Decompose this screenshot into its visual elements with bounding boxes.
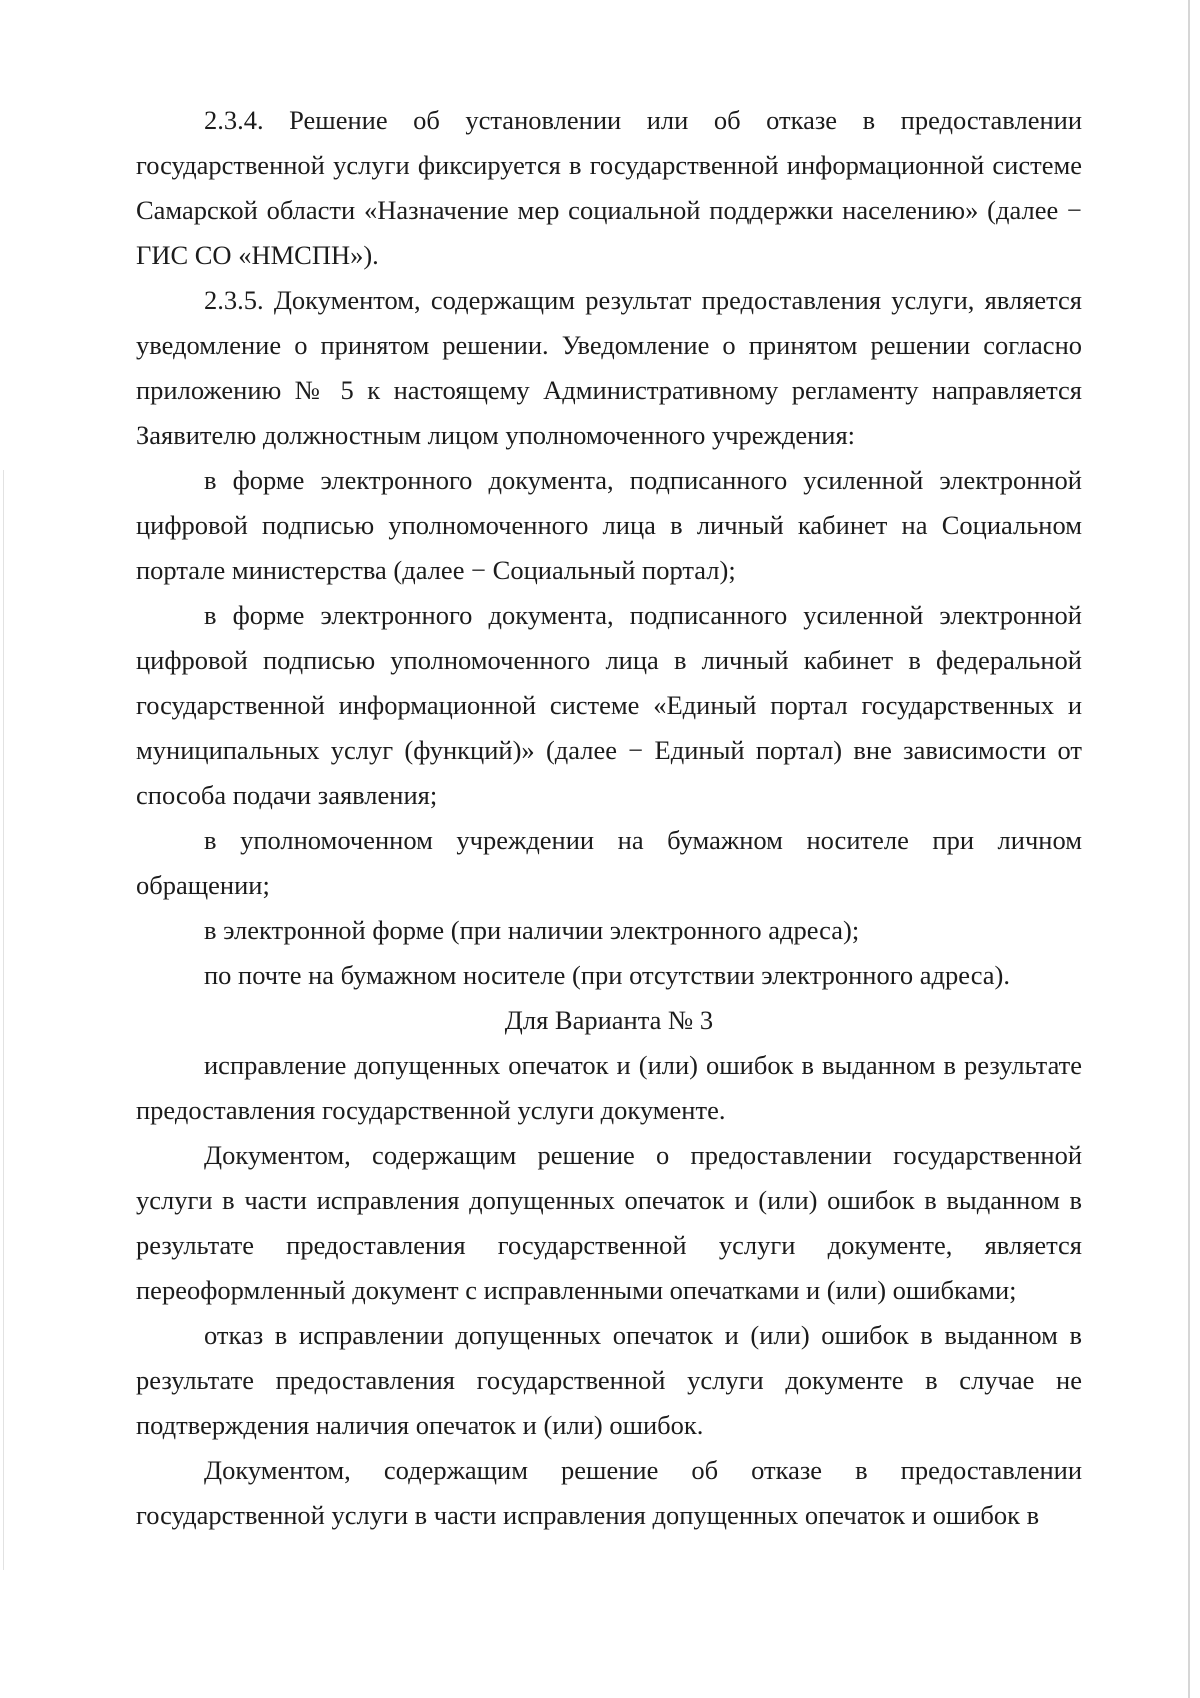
paragraph-correction: исправление допущенных опечаток и (или) ошибок в выданном в результате предоставления государственной услуги документе. xyxy=(136,1050,1082,1125)
variant-heading: Для Варианта № 3 xyxy=(504,1005,714,1035)
paragraph-unified-portal: в форме электронного документа, подписанного усиленной электронной цифровой подписью уполномоченного лица в личный кабинет в федеральной государственной информационной системе «Единый портал государственных и муниципальных услуг (функций)» (далее − Единый портал) вне зависимости от способа подачи заявления; xyxy=(136,600,1082,810)
scan-edge-line xyxy=(3,470,4,1570)
paragraph-refusal: отказ в исправлении допущенных опечаток и (или) ошибок в выданном в результате предоставления государственной услуги документе в случае не подтверждения наличия опечаток и (или) ошибок. xyxy=(136,1320,1082,1440)
paragraph-electronic-form: в электронной форме (при наличии электронного адреса); xyxy=(204,915,860,945)
document-body xyxy=(136,98,1082,1538)
paragraph-decision-grant: Документом, содержащим решение о предоставлении государственной услуги в части исправления допущенных опечаток и (или) ошибок в выданном в результате предоставления государственной услуги документе, является переоформленный документ с исправленными опечатками и (или) ошибками; xyxy=(136,1140,1082,1305)
paragraph-2-3-4: 2.3.4. Решение об установлении или об отказе в предоставлении государственной услуги фиксируется в государственной информационной системе Самарской области «Назначение мер социальной поддержки населению» (далее − ГИС СО «НМСПН»). xyxy=(136,105,1082,270)
paragraph-2-3-5: 2.3.5. Документом, содержащим результат предоставления услуги, является уведомление о принятом решении. Уведомление о принятом решении согласно приложению № 5 к настоящему Административному регламенту направляется Заявителю должностным лицом уполномоченного учреждения: xyxy=(136,285,1082,450)
paragraph-paper-in-person: в уполномоченном учреждении на бумажном носителе при личном обращении; xyxy=(136,825,1082,900)
paragraph-post: по почте на бумажном носителе (при отсутствии электронного адреса). xyxy=(204,960,1011,990)
scan-edge-line xyxy=(1188,0,1190,1698)
paragraph-social-portal: в форме электронного документа, подписанного усиленной электронной цифровой подписью уполномоченного лица в личный кабинет на Социальном портале министерства (далее − Социальный портал); xyxy=(136,465,1082,585)
paragraph-decision-refusal: Документом, содержащим решение об отказе в предоставлении государственной услуги в части исправления допущенных опечаток и ошибок в xyxy=(136,1455,1082,1530)
